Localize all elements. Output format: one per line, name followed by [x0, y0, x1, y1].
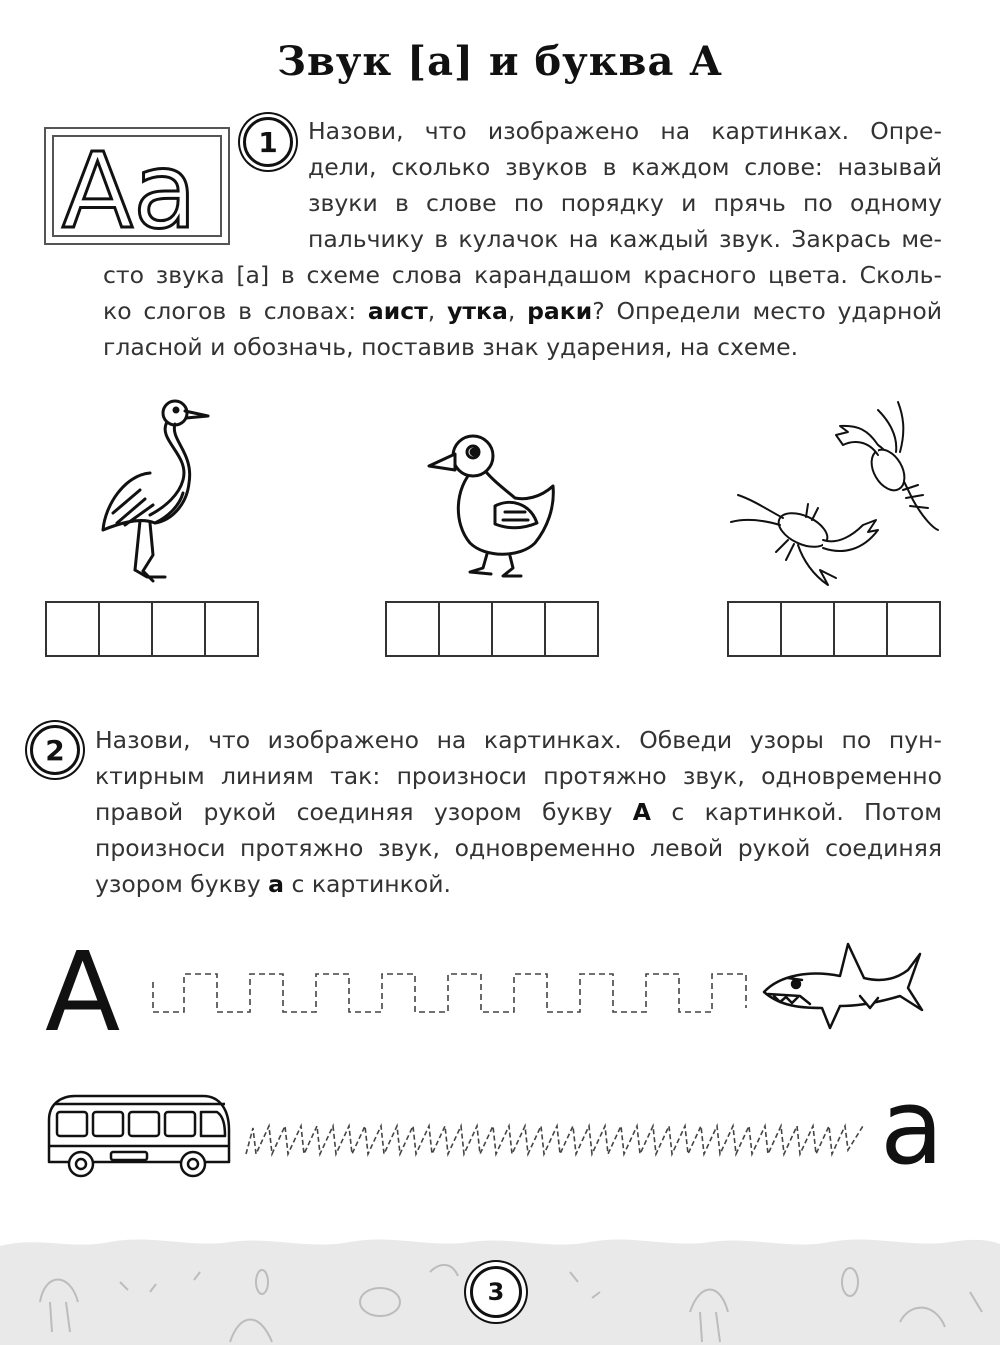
- task1-line: звуки в слове по порядку и прячь по одному: [308, 189, 942, 217]
- task1-line: Назови, что изображено на картинках. Опре-: [308, 117, 942, 145]
- page-number: 3: [470, 1266, 522, 1318]
- stork-icon: [95, 395, 220, 585]
- sound-scheme-stork[interactable]: [45, 601, 259, 657]
- task1-line-words: ко слогов в словах: аист, утка, раки? Определи место ударной: [103, 297, 942, 325]
- task1-text-bottom: [103, 257, 942, 365]
- big-letter-upper-a: А: [45, 928, 121, 1056]
- task1-line: дели, сколько звуков в каждом слове: называй: [308, 153, 942, 181]
- task-number-1: 1: [243, 117, 293, 167]
- task2-line: правой рукой соединяя узором букву А с картинкой. Потом: [95, 798, 942, 826]
- outlined-letters-icon: [60, 139, 216, 235]
- task1-line: гласной и обозначь, поставив знак ударения, на схеме.: [103, 333, 799, 361]
- crayfish-icon: [728, 400, 943, 590]
- task2-text: [95, 722, 942, 902]
- task2-line: произноси протяжно звук, одновременно левой рукой соединяя: [95, 834, 942, 862]
- big-letter-lower-a: а: [880, 1066, 944, 1188]
- letter-card: [44, 127, 230, 245]
- bus-icon: [45, 1090, 235, 1180]
- page-title: Звук [а] и буква А: [277, 38, 723, 85]
- task2-line: Назови, что изображено на картинках. Обведи узоры по пун-: [95, 726, 942, 754]
- word-crayfish: раки: [527, 297, 593, 325]
- letter-upper-a: А: [632, 798, 651, 826]
- task2-line: узором букву а с картинкой.: [95, 870, 451, 898]
- word-stork: аист: [367, 297, 428, 325]
- square-wave-trace[interactable]: [150, 968, 750, 1018]
- zigzag-trace[interactable]: [243, 1120, 868, 1160]
- task1-line: пальчику в кулачок на каждый звук. Закрась ме-: [308, 225, 942, 253]
- word-duck: утка: [447, 297, 508, 325]
- task1-text-top: [308, 113, 942, 257]
- sound-scheme-duck[interactable]: [385, 601, 599, 657]
- sound-scheme-crayfish[interactable]: [727, 601, 941, 657]
- duck-icon: [425, 428, 565, 583]
- task-number-2: 2: [30, 725, 80, 775]
- letter-card-text: Аа: [62, 139, 197, 235]
- shark-icon: [760, 940, 925, 1035]
- letter-lower-a: а: [268, 870, 284, 898]
- task2-line: ктирным линиям так: произноси протяжно звук, одновременно: [95, 762, 942, 790]
- task1-line: сто звука [а] в схеме слова карандашом красного цвета. Сколь-: [103, 261, 942, 289]
